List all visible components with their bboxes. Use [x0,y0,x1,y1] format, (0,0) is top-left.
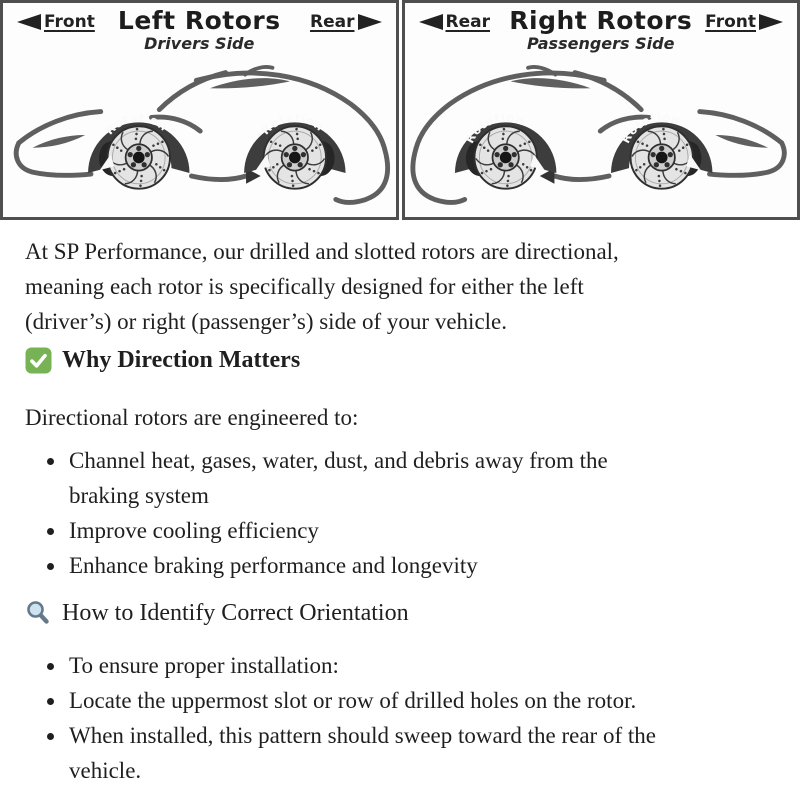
rotation-label: Rotation [617,110,683,146]
left-panel-header [3,3,396,59]
right-panel-header [405,3,798,59]
heading-text: Why Direction Matters [62,347,301,373]
why-lead-text: Directional rotors are engineered to: [25,405,359,430]
right-rotors-panel [402,0,800,220]
heading-text: How to Identify Correct Orientation [62,600,409,626]
right-arrow-icon [358,14,382,30]
article-content [0,220,800,788]
left-panel-subtitle: Drivers Side [144,34,255,53]
list-item: • Enhance braking performance and longevity [67,548,772,583]
check-mark-icon [25,347,52,374]
how-to-identify-heading [25,598,772,628]
list-item: • When installed, this pattern should sweep toward the rear of the vehicle. [67,718,772,788]
intro-line: At SP Performance, our drilled and slotted rotors are directional, [25,239,619,264]
front-direction-label: Front [705,12,783,32]
right-car-illustration [405,57,798,215]
list-item: • Locate the uppermost slot or row of drilled holes on the rotor. [67,683,772,718]
left-panel-title: Left Rotors [117,6,281,35]
list-item: • Channel heat, gases, water, dust, and debris away from the braking system [67,443,772,513]
rotation-label: Rotation [102,110,171,138]
list-item: • To ensure proper installation: [67,648,772,683]
rotation-label: Rotation [258,110,327,138]
left-car-illustration [3,57,396,215]
front-direction-label: Front [17,12,95,32]
list-item: • Improve cooling efficiency [67,513,772,548]
car-line-art [16,67,387,202]
right-panel-title: Right Rotors [509,6,693,35]
magnifying-glass-icon [25,600,52,627]
left-rotors-panel [0,0,399,220]
rotation-label: Rotation [461,110,526,146]
right-panel-subtitle: Passengers Side [527,34,675,53]
why-bullet-list [25,443,772,583]
intro-line: meaning each rotor is specifically designed for either the left [25,274,584,299]
why-direction-matters-heading [25,345,772,375]
intro-line: (driver’s) or right (passenger’s) side of your vehicle. [25,309,508,334]
intro-paragraph [25,234,772,339]
right-arrow-icon [759,14,783,30]
rear-direction-label: Rear [310,12,381,32]
rear-direction-label: Rear [419,12,490,32]
rotor-direction-diagram [0,0,800,220]
how-bullet-list [25,648,772,788]
